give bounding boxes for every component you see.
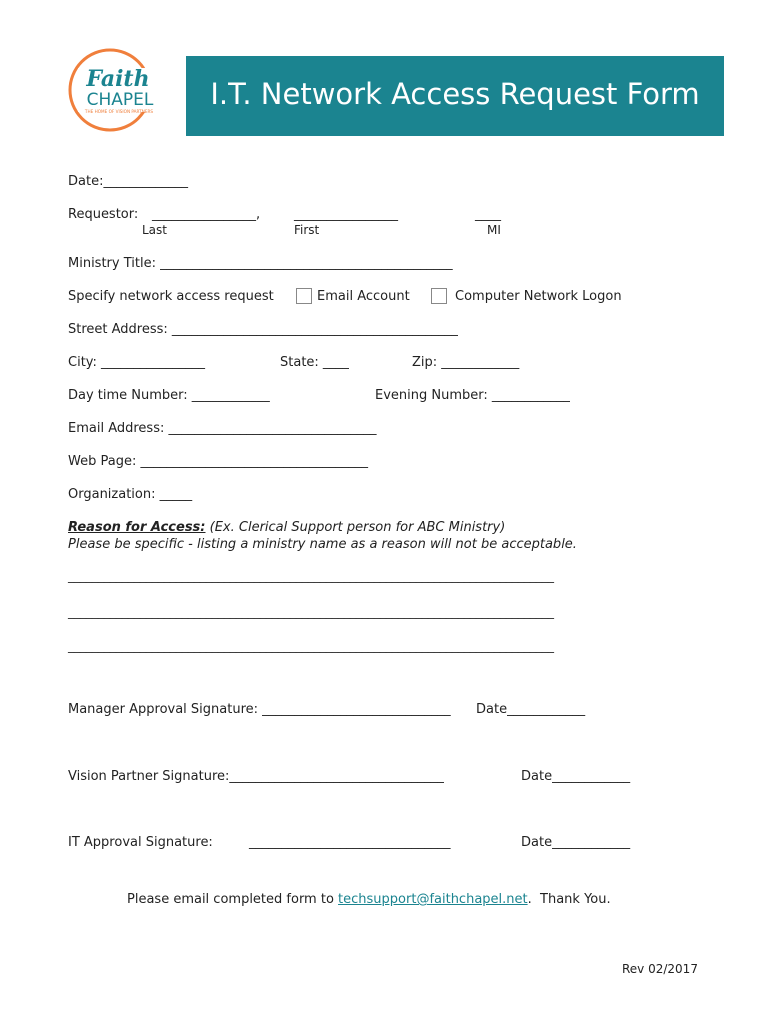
reason-example: (Ex. Clerical Support person for ABC Ministry) bbox=[205, 520, 506, 535]
logo-tagline: THE HOME OF VISION PARTNERS bbox=[84, 109, 154, 114]
manager-signature-field[interactable]: Manager Approval Signature: _____________________________ bbox=[68, 702, 451, 717]
footer-prefix: Please email completed form to bbox=[127, 892, 339, 907]
logo-text-chapel: CHAPEL bbox=[86, 90, 154, 110]
organization-field[interactable]: Organization: _____ bbox=[68, 487, 193, 502]
city-field[interactable]: City: ________________ bbox=[68, 355, 206, 370]
evening-number-field[interactable]: Evening Number: ____________ bbox=[375, 388, 570, 403]
requestor-label: Requestor: bbox=[68, 207, 139, 222]
ministry-title-field[interactable]: Ministry Title: _____________________________________________ bbox=[68, 256, 453, 271]
requestor-last-field[interactable]: ________________, bbox=[152, 207, 261, 222]
email-account-label: Email Account bbox=[317, 289, 410, 304]
vision-partner-date-field[interactable]: Date____________ bbox=[521, 769, 631, 784]
support-email-link[interactable]: techsupport@faithchapel.net bbox=[338, 892, 528, 907]
it-approval-signature-field[interactable]: _______________________________ bbox=[249, 835, 451, 850]
reason-note: Please be specific - listing a ministry name as a reason will not be acceptable. bbox=[68, 537, 577, 552]
reason-line-3[interactable]: _________________________________________________________________________________ bbox=[68, 639, 554, 653]
footer-suffix: . Thank You. bbox=[527, 892, 611, 907]
day-number-field[interactable]: Day time Number: ____________ bbox=[68, 388, 270, 403]
reason-line-1[interactable]: _________________________________________________________________________________ bbox=[68, 569, 554, 583]
zip-field[interactable]: Zip: ____________ bbox=[412, 355, 520, 370]
network-logon-checkbox[interactable] bbox=[431, 288, 447, 304]
form-title: I.T. Network Access Request Form bbox=[210, 77, 700, 111]
revision-label: Rev 02/2017 bbox=[622, 962, 698, 976]
mi-caption: MI bbox=[487, 223, 501, 237]
web-page-field[interactable]: Web Page: ___________________________________ bbox=[68, 454, 368, 469]
title-banner bbox=[186, 56, 724, 136]
vision-partner-signature-field[interactable]: Vision Partner Signature:_________________________________ bbox=[68, 769, 444, 784]
logo-ring-icon bbox=[64, 44, 164, 138]
faith-chapel-logo bbox=[64, 44, 164, 138]
reason-line-2[interactable]: _________________________________________________________________________________ bbox=[68, 605, 554, 619]
logo-text-faith: Faith bbox=[86, 66, 150, 92]
reason-heading bbox=[68, 520, 505, 535]
last-caption: Last bbox=[142, 223, 167, 237]
street-address-field[interactable]: Street Address: ____________________________________________ bbox=[68, 322, 458, 337]
email-account-checkbox[interactable] bbox=[296, 288, 312, 304]
it-approval-date-field[interactable]: Date____________ bbox=[521, 835, 631, 850]
date-field[interactable]: Date:_____________ bbox=[68, 174, 188, 189]
manager-date-field[interactable]: Date____________ bbox=[476, 702, 586, 717]
email-address-field[interactable]: Email Address: ________________________________ bbox=[68, 421, 377, 436]
reason-label: Reason for Access: bbox=[68, 520, 206, 535]
requestor-mi-field[interactable]: ____ bbox=[475, 207, 501, 222]
footer-instructions bbox=[127, 892, 611, 907]
requestor-first-field[interactable]: ________________ bbox=[294, 207, 398, 222]
state-field[interactable]: State: ____ bbox=[280, 355, 349, 370]
network-logon-label: Computer Network Logon bbox=[455, 289, 622, 304]
it-approval-label: IT Approval Signature: bbox=[68, 835, 213, 850]
first-caption: First bbox=[294, 223, 320, 237]
access-request-label: Specify network access request bbox=[68, 289, 274, 304]
